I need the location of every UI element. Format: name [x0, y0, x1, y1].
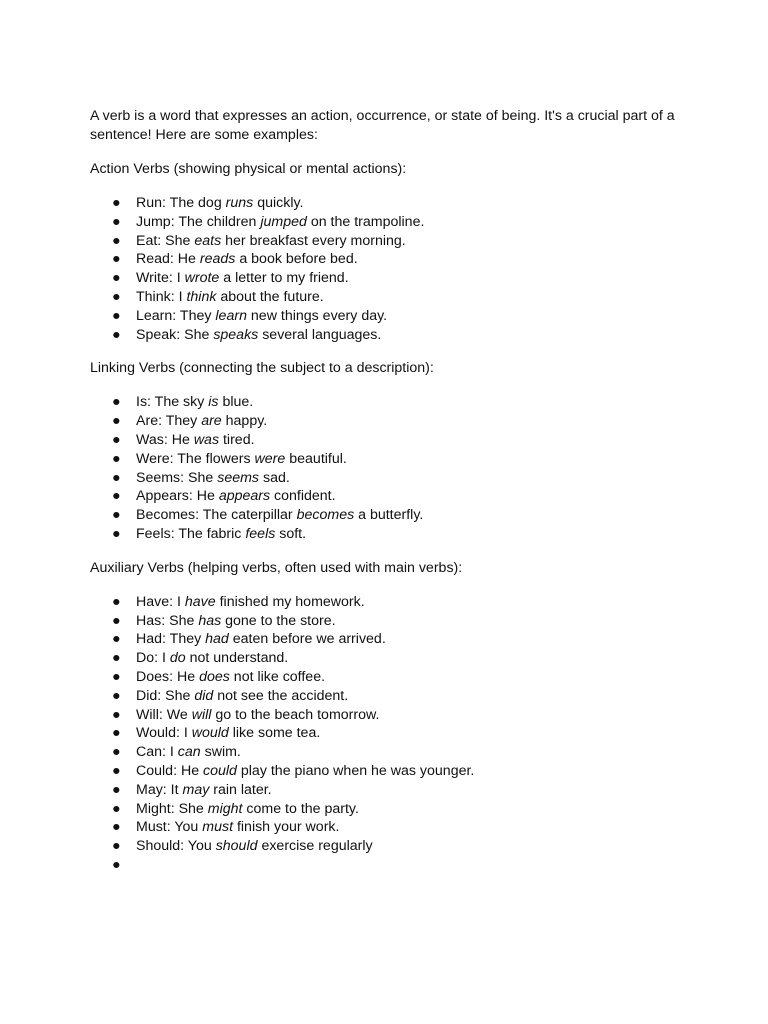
item-text-end: finished my homework.	[215, 593, 365, 610]
item-text: Did: She	[136, 687, 195, 704]
example-verb: must	[202, 819, 234, 836]
item-text: Do: I	[136, 650, 170, 667]
list-item	[90, 649, 690, 668]
example-verb: are	[201, 413, 222, 430]
list-item	[90, 706, 690, 725]
bullet-icon: ●	[112, 307, 121, 324]
list-item	[90, 856, 690, 875]
item-text-end: soft.	[275, 525, 307, 542]
item-text-end: new things every day.	[246, 307, 388, 324]
bullet-icon: ●	[112, 838, 121, 855]
linking-verbs-list	[90, 393, 690, 543]
item-text: Will: We	[136, 706, 192, 723]
item-text-end: beautiful.	[285, 450, 347, 467]
bullet-icon: ●	[112, 650, 121, 667]
item-text: Appears: He	[136, 488, 219, 505]
bullet-icon: ●	[112, 525, 121, 542]
list-item	[90, 781, 690, 800]
bullet-icon: ●	[112, 800, 121, 817]
bullet-icon: ●	[112, 612, 121, 629]
item-text-end: happy.	[221, 413, 268, 430]
item-text-end: several languages.	[258, 326, 382, 343]
item-text-end: not see the accident.	[213, 687, 349, 704]
bullet-icon: ●	[112, 668, 121, 685]
example-verb: might	[207, 800, 243, 817]
item-text-end: sad.	[259, 469, 290, 486]
example-verb: have	[184, 593, 216, 610]
intro-paragraph: A verb is a word that expresses an action, occurrence, or state of being. It's a crucial part of a sentence! Here are some examples:	[90, 108, 675, 143]
item-text-end: finish your work.	[233, 819, 340, 836]
item-text-end: play the piano when he was younger.	[236, 762, 475, 779]
example-verb: speaks	[213, 326, 259, 343]
item-text: Is: The sky	[136, 394, 209, 411]
item-text: May: It	[136, 781, 183, 798]
item-text: Does: He	[136, 668, 200, 685]
item-text: Are: They	[136, 413, 202, 430]
bullet-icon: ●	[112, 213, 121, 230]
example-verb: could	[203, 762, 237, 779]
list-item	[90, 612, 690, 631]
bullet-icon: ●	[112, 469, 121, 486]
item-text: Write: I	[136, 270, 185, 287]
item-text: Eat: She	[136, 232, 195, 249]
action-verbs-heading: Action Verbs (showing physical or mental actions):	[90, 161, 407, 177]
item-text: Were: The flowers	[136, 450, 255, 467]
list-item	[90, 506, 690, 525]
example-verb: runs	[225, 195, 254, 211]
linking-verbs-heading: Linking Verbs (connecting the subject to a description):	[90, 360, 434, 377]
example-verb: reads	[199, 251, 236, 268]
list-item	[90, 412, 690, 431]
list-item	[90, 818, 690, 837]
list-item	[90, 668, 690, 687]
bullet-icon: ●	[112, 270, 121, 287]
auxiliary-verbs-list	[90, 593, 690, 875]
list-item	[90, 837, 690, 856]
item-text-end: a book before bed.	[235, 251, 358, 268]
bullet-icon: ●	[112, 232, 121, 249]
action-verbs-list	[90, 194, 690, 344]
example-verb: feels	[245, 525, 276, 542]
example-verb: had	[205, 631, 229, 648]
item-text-end: tired.	[219, 431, 255, 448]
item-text-end: a butterfly.	[354, 507, 424, 524]
bullet-icon: ●	[112, 488, 121, 505]
item-text-end: go to the beach tomorrow.	[211, 706, 380, 723]
document-body	[90, 107, 690, 890]
bullet-icon: ●	[112, 819, 121, 836]
list-item	[90, 469, 690, 488]
bullet-icon: ●	[112, 431, 121, 448]
list-item	[90, 213, 690, 232]
item-text-end: about the future.	[216, 288, 324, 305]
item-text-end: exercise regularly	[257, 838, 373, 855]
example-verb: should	[215, 838, 258, 855]
list-item	[90, 630, 690, 649]
example-verb: eats	[194, 232, 222, 249]
item-text: Have: I	[136, 593, 185, 610]
list-item	[90, 194, 690, 213]
list-item	[90, 288, 690, 307]
item-text: Seems: She	[136, 469, 218, 486]
item-text: Could: He	[136, 762, 204, 779]
bullet-icon: ●	[112, 195, 121, 211]
bullet-icon: ●	[112, 326, 121, 343]
bullet-icon: ●	[112, 725, 121, 742]
item-text-end: eaten before we arrived.	[228, 631, 386, 648]
item-text-end: on the trampoline.	[306, 213, 425, 230]
bullet-icon: ●	[112, 413, 121, 430]
example-verb: was	[193, 431, 220, 448]
bullet-icon: ●	[112, 706, 121, 723]
example-verb: learn	[215, 307, 247, 324]
item-text: Think: I	[136, 288, 187, 305]
item-text: Must: You	[136, 819, 203, 836]
list-item	[90, 525, 690, 544]
bullet-icon: ●	[112, 450, 121, 467]
item-text-end: not understand.	[185, 650, 289, 667]
item-text-end: a letter to my friend.	[219, 270, 349, 287]
item-text: Read: He	[136, 251, 200, 268]
item-text-end: quickly.	[253, 195, 304, 211]
bullet-icon: ●	[112, 288, 121, 305]
example-verb: were	[254, 450, 286, 467]
example-verb: jumped	[260, 213, 307, 230]
list-item	[90, 393, 690, 412]
example-verb: does	[199, 668, 230, 685]
list-item	[90, 269, 690, 288]
example-verb: do	[169, 650, 186, 667]
item-text: Was: He	[136, 431, 194, 448]
bullet-icon: ●	[112, 251, 121, 268]
item-text-end: like some tea.	[228, 725, 321, 742]
example-verb: becomes	[296, 507, 355, 524]
list-item	[90, 724, 690, 743]
bullet-icon: ●	[112, 394, 121, 411]
item-text-end: rain later.	[209, 781, 272, 798]
list-item	[90, 800, 690, 819]
item-text: Would: I	[136, 725, 192, 742]
item-text-end: confident.	[270, 488, 336, 505]
example-verb: will	[191, 706, 212, 723]
list-item	[90, 762, 690, 781]
bullet-icon: ●	[112, 507, 121, 524]
item-text-end: swim.	[200, 744, 241, 761]
bullet-icon: ●	[112, 687, 121, 704]
list-item	[90, 232, 690, 251]
example-verb: can	[177, 744, 201, 761]
list-item	[90, 487, 690, 506]
item-text: Run: The dog	[136, 195, 226, 211]
item-text: Speak: She	[136, 326, 214, 343]
item-text: Feels: The fabric	[136, 525, 246, 542]
example-verb: is	[208, 394, 219, 411]
item-text-end: her breakfast every morning.	[221, 232, 406, 249]
item-text: Might: She	[136, 800, 208, 817]
bullet-icon: ●	[112, 856, 121, 873]
auxiliary-verbs-heading: Auxiliary Verbs (helping verbs, often used with main verbs):	[90, 559, 463, 576]
list-item	[90, 450, 690, 469]
item-text: Can: I	[136, 744, 178, 761]
list-item	[90, 743, 690, 762]
list-item	[90, 687, 690, 706]
item-text: Had: They	[136, 631, 206, 648]
list-item	[90, 307, 690, 326]
example-verb: think	[186, 288, 217, 305]
item-text: Jump: The children	[136, 213, 261, 230]
example-verb: has	[198, 612, 222, 629]
verb-sections	[90, 160, 690, 875]
example-verb: wrote	[184, 270, 220, 287]
list-item	[90, 326, 690, 345]
item-text-end: not like coffee.	[229, 668, 326, 685]
item-text: Should: You	[136, 838, 216, 855]
bullet-icon: ●	[112, 744, 121, 761]
bullet-icon: ●	[112, 762, 121, 779]
list-item	[90, 593, 690, 612]
example-verb: may	[182, 781, 210, 798]
item-text-end: gone to the store.	[221, 612, 336, 629]
bullet-icon: ●	[112, 781, 121, 798]
example-verb: would	[191, 725, 229, 742]
item-text: Learn: They	[136, 307, 216, 324]
item-text: Has: She	[136, 612, 199, 629]
example-verb: appears	[218, 488, 271, 505]
item-text-end: come to the party.	[242, 800, 359, 817]
list-item	[90, 431, 690, 450]
bullet-icon: ●	[112, 593, 121, 610]
bullet-icon: ●	[112, 631, 121, 648]
list-item	[90, 250, 690, 269]
example-verb: did	[194, 687, 214, 704]
example-verb: seems	[217, 469, 260, 486]
item-text: Becomes: The caterpillar	[136, 507, 297, 524]
item-text-end: blue.	[218, 394, 254, 411]
